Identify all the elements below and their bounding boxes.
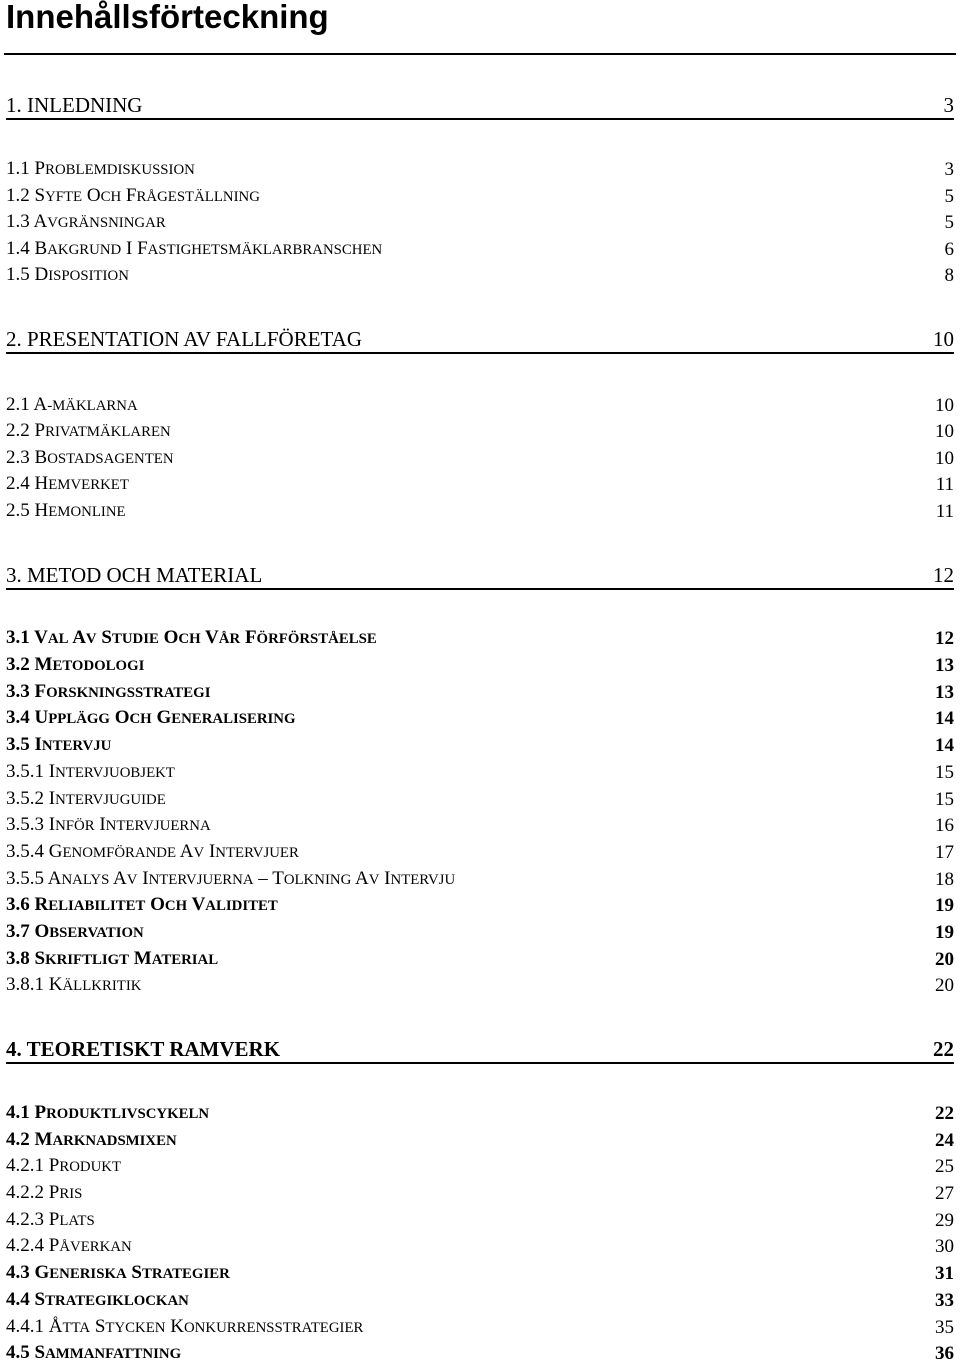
- toc-entry-row: [6, 159, 954, 181]
- toc-entry-title: AVGRÄNSNINGAR: [33, 211, 166, 232]
- toc-page-number: 10: [935, 395, 954, 416]
- toc-page-number: 14: [935, 708, 954, 729]
- toc-page-number: 5: [944, 212, 954, 233]
- toc-entry-label: [6, 1129, 177, 1152]
- toc-entry-label: [6, 158, 195, 181]
- toc-entry-row: [6, 708, 954, 730]
- toc-entry-number: 3.3: [6, 681, 35, 702]
- toc-entry-number: 4.3: [6, 1262, 35, 1283]
- toc-entry-number: 3.8: [6, 948, 35, 969]
- toc-entry-number: 1.2: [6, 185, 35, 206]
- toc-page-number: 17: [935, 842, 954, 863]
- toc-entry-title: HEMVERKET: [34, 473, 129, 494]
- toc-entry-row: [6, 474, 954, 496]
- toc-entry-title: PRIS: [48, 1182, 83, 1203]
- toc-entry-label: [6, 211, 166, 234]
- toc-chapter-row: [6, 92, 954, 120]
- toc-entry-number: 3.5.2: [6, 788, 49, 809]
- toc-entry-number: 2.5: [6, 500, 35, 521]
- toc-page-number: 11: [935, 474, 954, 495]
- toc-entry-title: INFÖR INTERVJUERNA: [48, 814, 211, 835]
- toc-entry-row: [6, 1236, 954, 1258]
- toc-entry-label: [6, 734, 111, 757]
- toc-entry-number: 2.2: [6, 420, 35, 441]
- toc-entry-number: 3.6: [6, 894, 35, 915]
- toc-entry-number: 1.5: [6, 264, 35, 285]
- toc-page-number: 18: [935, 869, 954, 890]
- toc-entry-number: 4.2.2: [6, 1182, 49, 1203]
- toc-entry-row: [6, 1156, 954, 1178]
- toc-entry-number: 4.2.4: [6, 1235, 49, 1256]
- toc-page-number: 22: [933, 1037, 954, 1061]
- toc-page-number: 3: [943, 93, 954, 117]
- toc-entry-row: [6, 1263, 954, 1285]
- toc-entry-title: ANALYS AV INTERVJUERNA – TOLKNING AV INTERVJU: [47, 868, 456, 889]
- toc-entry-number: 4.4.1: [6, 1316, 49, 1337]
- toc-entry-title: KÄLLKRITIK: [48, 974, 142, 995]
- toc-page-number: 29: [935, 1210, 954, 1231]
- toc-page-number: 10: [935, 448, 954, 469]
- toc-entry-row: [6, 1103, 954, 1125]
- toc-entry-label: [6, 788, 166, 811]
- toc-page-number: 27: [935, 1183, 954, 1204]
- toc-entry-number: 4.2.1: [6, 1155, 49, 1176]
- toc-entry-title: INTERVJU: [34, 734, 112, 755]
- toc-entry-label: [6, 921, 144, 944]
- toc-chapter-row: [6, 562, 954, 590]
- toc-entry-label: [6, 948, 218, 971]
- toc-entry-title: PRIVATMÄKLAREN: [34, 420, 171, 441]
- toc-entry-row: [6, 448, 954, 470]
- toc-entry-title: INTERVJUOBJEKT: [48, 761, 175, 782]
- toc-entry-row: [6, 239, 954, 261]
- toc-entry-label: [6, 654, 144, 677]
- toc-entry-label: [6, 868, 455, 891]
- toc-entry-title: BAKGRUND I FASTIGHETSMÄKLARBRANSCHEN: [34, 238, 383, 259]
- toc-entry-title: DISPOSITION: [34, 264, 129, 285]
- toc-entry-label: [6, 894, 278, 917]
- toc-entry-label: [6, 1155, 121, 1178]
- toc-entry-row: [6, 735, 954, 757]
- toc-entry-title: PÅVERKAN: [48, 1235, 132, 1256]
- toc-entry-number: 2.4: [6, 473, 35, 494]
- toc-entry-row: [6, 1317, 954, 1339]
- toc-entry-title: INTERVJUGUIDE: [48, 788, 166, 809]
- toc-page-number: 8: [944, 265, 954, 286]
- toc-entry-number: 1.1: [6, 158, 35, 179]
- toc-entry-title: SAMMANFATTNING: [34, 1342, 182, 1363]
- toc-entry-row: [6, 265, 954, 287]
- toc-entry-row: [6, 1183, 954, 1205]
- toc-entry-label: [6, 1235, 132, 1258]
- toc-entry-label: [6, 326, 362, 352]
- toc-entry-row: [6, 922, 954, 944]
- toc-entry-title: STRATEGIKLOCKAN: [34, 1289, 189, 1310]
- toc-page-number: 22: [935, 1103, 954, 1124]
- toc-entry-number: 1.4: [6, 238, 35, 259]
- toc-entry-row: [6, 212, 954, 234]
- toc-entry-row: [6, 1290, 954, 1312]
- toc-entry-row: [6, 975, 954, 997]
- toc-page-number: 12: [933, 563, 954, 587]
- toc-entry-row: [6, 186, 954, 208]
- toc-page-number: 13: [935, 682, 954, 703]
- toc-entry-row: [6, 421, 954, 443]
- toc-entry-title: PRODUKTLIVSCYKELN: [34, 1102, 210, 1123]
- toc-entry-label: [6, 500, 126, 523]
- toc-page-number: 36: [935, 1343, 954, 1364]
- toc-entry-row: [6, 1130, 954, 1152]
- toc-entry-row: [6, 895, 954, 917]
- toc-entry-row: [6, 628, 954, 650]
- toc-entry-row: [6, 682, 954, 704]
- toc-entry-row: [6, 762, 954, 784]
- toc-page-number: 35: [935, 1317, 954, 1338]
- toc-entry-label: [6, 394, 138, 417]
- toc-entry-title: MARKNADSMIXEN: [34, 1129, 177, 1150]
- toc-entry-number: 3.5.1: [6, 761, 49, 782]
- toc-entry-number: 2.1: [6, 394, 34, 415]
- toc-page-number: 30: [935, 1236, 954, 1257]
- toc-page-number: 20: [935, 949, 954, 970]
- toc-entry-title: SKRIFTLIGT MATERIAL: [34, 948, 219, 969]
- toc-entry-label: [6, 420, 171, 443]
- toc-entry-number: 4.5: [6, 1342, 35, 1363]
- toc-entry-number: 3.5.5: [6, 868, 48, 889]
- toc-page-number: 15: [935, 762, 954, 783]
- toc-entry-number: 4.2.3: [6, 1209, 49, 1230]
- toc-entry-title: METODOLOGI: [34, 654, 145, 675]
- toc-entry-title: PRODUKT: [48, 1155, 122, 1176]
- toc-entry-label: [6, 707, 296, 730]
- toc-page-number: 19: [935, 922, 954, 943]
- toc-entry-number: 1. INLEDNING: [6, 93, 143, 117]
- toc-page-number: 10: [933, 327, 954, 351]
- toc-entry-label: [6, 761, 175, 784]
- toc-entry-label: [6, 974, 141, 997]
- toc-entry-number: 4.1: [6, 1102, 35, 1123]
- toc-entry-number: 4. TEORETISKT RAMVERK: [6, 1037, 281, 1061]
- toc-entry-number: 4.4: [6, 1289, 35, 1310]
- toc-entry-label: [6, 627, 377, 650]
- toc-entry-label: [6, 92, 142, 118]
- toc-entry-row: [6, 1210, 954, 1232]
- toc-entry-number: 3.5.4: [6, 841, 49, 862]
- toc-entry-row: [6, 789, 954, 811]
- toc-entry-label: [6, 447, 174, 470]
- toc-entry-title: GENERISKA STRATEGIER: [34, 1262, 230, 1283]
- toc-page-number: 5: [944, 186, 954, 207]
- toc-entry-label: [6, 185, 260, 208]
- toc-entry-label: [6, 1262, 230, 1285]
- toc-entry-title: VAL AV STUDIE OCH VÅR FÖRFÖRSTÅELSE: [34, 627, 377, 648]
- toc-entry-label: [6, 562, 262, 588]
- toc-entry-title: RELIABILITET OCH VALIDITET: [34, 894, 278, 915]
- toc-entry-label: [6, 841, 299, 864]
- toc-entry-title: SYFTE OCH FRÅGESTÄLLNING: [34, 185, 260, 206]
- toc-entry-title: ÅTTA STYCKEN KONKURRENSSTRATEGIER: [48, 1316, 364, 1337]
- toc-entry-label: [6, 1182, 82, 1205]
- toc-entry-title: PROBLEMDISKUSSION: [34, 158, 195, 179]
- toc-entry-title: HEMONLINE: [34, 500, 126, 521]
- toc-entry-row: [6, 869, 954, 891]
- toc-entry-title: GENOMFÖRANDE AV INTERVJUER: [48, 841, 299, 862]
- toc-page-number: 19: [935, 895, 954, 916]
- toc-page-number: 10: [935, 421, 954, 442]
- toc-entry-title: A-MÄKLARNA: [33, 394, 138, 415]
- toc-page-number: 33: [935, 1290, 954, 1311]
- toc-page-number: 31: [935, 1263, 954, 1284]
- toc-entry-number: 3.7: [6, 921, 35, 942]
- toc-entry-number: 3.2: [6, 654, 35, 675]
- toc-entry-label: [6, 1102, 209, 1125]
- toc-entry-number: 3.4: [6, 707, 35, 728]
- toc-entry-label: [6, 814, 211, 837]
- toc-entry-row: [6, 842, 954, 864]
- toc-entry-row: [6, 395, 954, 417]
- toc-page-number: 20: [935, 975, 954, 996]
- toc-entry-title: BOSTADSAGENTEN: [34, 447, 174, 468]
- toc-entry-label: [6, 1289, 189, 1312]
- toc-entry-row: [6, 501, 954, 523]
- toc-page-number: 15: [935, 789, 954, 810]
- toc-entry-number: 1.3: [6, 211, 34, 232]
- toc-entry-title: OBSERVATION: [34, 921, 144, 942]
- toc-page-number: 16: [935, 815, 954, 836]
- toc-entry-label: [6, 1342, 181, 1365]
- toc-entry-row: [6, 815, 954, 837]
- toc-entry-label: [6, 1209, 95, 1232]
- toc-entry-number: 3.1: [6, 627, 35, 648]
- toc-entry-label: [6, 1316, 363, 1339]
- toc-entry-row: [6, 949, 954, 971]
- toc-page-number: 6: [944, 239, 954, 260]
- toc-entry-title: FORSKNINGSSTRATEGI: [34, 681, 211, 702]
- toc-entry-number: 3. METOD OCH MATERIAL: [6, 563, 263, 587]
- toc-entry-number: 3.5.3: [6, 814, 49, 835]
- toc-page-number: 11: [935, 501, 954, 522]
- toc-entry-title: UPPLÄGG OCH GENERALISERING: [34, 707, 296, 728]
- toc-page-number: 25: [935, 1156, 954, 1177]
- toc-entry-title: PLATS: [48, 1209, 95, 1230]
- toc-entry-label: [6, 238, 382, 261]
- toc-entry-number: 2.3: [6, 447, 35, 468]
- toc-entry-row: [6, 655, 954, 677]
- toc-entry-number: 2. PRESENTATION AV FALLFÖRETAG: [6, 327, 363, 351]
- toc-page-number: 12: [935, 628, 954, 649]
- toc-entry-label: [6, 1036, 280, 1062]
- toc-entry-label: [6, 473, 129, 496]
- toc-entry-number: 3.8.1: [6, 974, 49, 995]
- toc-entry-label: [6, 264, 129, 287]
- toc-chapter-row: [6, 1036, 954, 1064]
- toc-entry-number: 4.2: [6, 1129, 35, 1150]
- toc-page-number: 3: [944, 159, 954, 180]
- toc-entry-row: [6, 1343, 954, 1365]
- toc-page-number: 14: [935, 735, 954, 756]
- toc-chapter-row: [6, 326, 954, 354]
- toc-page-number: 13: [935, 655, 954, 676]
- toc-page-number: 24: [935, 1130, 954, 1151]
- page-title: Innehållsförteckning: [6, 0, 329, 35]
- toc-entry-number: 3.5: [6, 734, 35, 755]
- toc-entry-label: [6, 681, 210, 704]
